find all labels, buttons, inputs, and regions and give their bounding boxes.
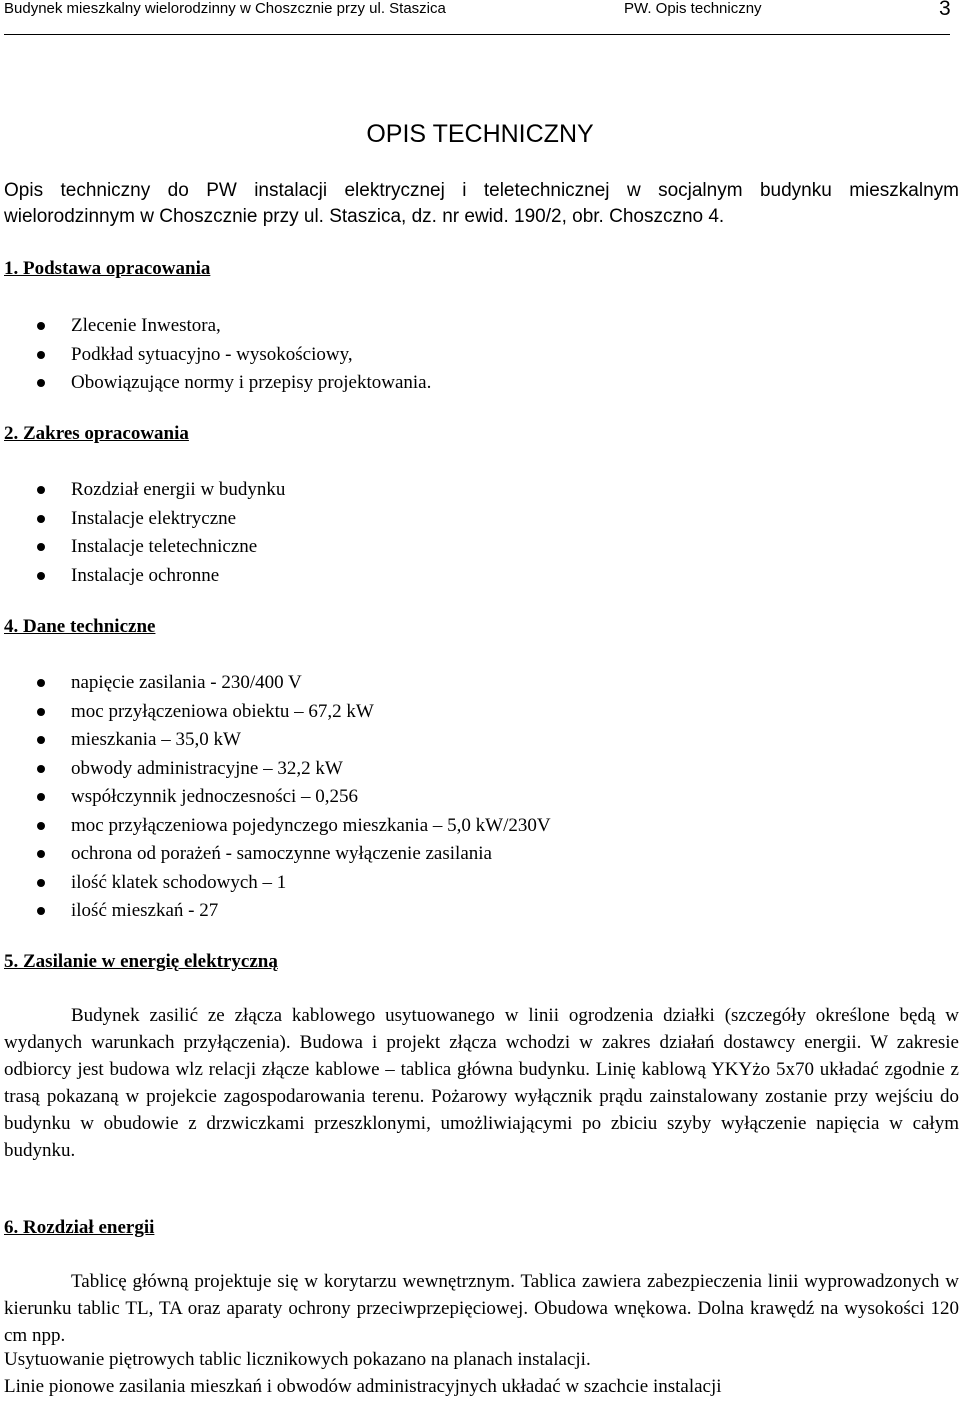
list-item: współczynnik jednoczesności – 0,256 [0,783,551,812]
list-item: Obowiązujące normy i przepisy projektowania. [0,369,431,398]
bullet-icon [37,543,45,551]
bullet-icon [37,736,45,744]
bullet-icon [37,765,45,773]
bullet-icon [37,679,45,687]
list-item: ilość klatek schodowych – 1 [0,869,551,898]
bullet-icon [37,322,45,330]
list-item: Zlecenie Inwestora, [0,312,431,341]
section-2-list [0,476,285,590]
section-heading-4: 4. Dane techniczne [4,616,156,637]
section-6-line: Usytuowanie piętrowych tablic licznikowych pokazano na planach instalacji. [4,1349,591,1370]
bullet-icon [37,486,45,494]
bullet-icon [37,793,45,801]
document-title: OPIS TECHNICZNY [366,120,594,148]
section-6-line: Linie pionowe zasilania mieszkań i obwodów administracyjnych układać w szachcie instalacji [4,1376,722,1397]
list-item: obwody administracyjne – 32,2 kW [0,755,551,784]
list-item: Rozdział energii w budynku [0,476,285,505]
list-item: Instalacje ochronne [0,562,285,591]
section-heading-1: 1. Podstawa opracowania [4,258,211,279]
section-1-list [0,312,431,398]
section-heading-2: 2. Zakres opracowania [4,423,189,444]
section-heading-6: 6. Rozdział energii [4,1217,155,1238]
page-number: 3 [939,0,951,20]
list-item: ilość mieszkań - 27 [0,897,551,926]
document-subtitle: Opis techniczny do PW instalacji elektrycznej i teletechnicznej w socjalnym budynku mieszkalnym wielorodzinnym w Choszcznie przy ul. Staszica, dz. nr ewid. 190/2, obr. Choszczno 4. [4,180,959,227]
list-item: Podkład sytuacyjno - wysokościowy, [0,341,431,370]
bullet-icon [37,708,45,716]
section-4-list [0,669,551,926]
page-header [4,0,950,35]
list-item: Instalacje teletechniczne [0,533,285,562]
list-item: moc przyłączeniowa pojedynczego mieszkania – 5,0 kW/230V [0,812,551,841]
list-item: moc przyłączeniowa obiektu – 67,2 kW [0,698,551,727]
bullet-icon [37,822,45,830]
header-document-title: Budynek mieszkalny wielorodzinny w Choszcznie przy ul. Staszica [4,0,446,17]
list-item: napięcie zasilania - 230/400 V [0,669,551,698]
bullet-icon [37,907,45,915]
bullet-icon [37,515,45,523]
bullet-icon [37,879,45,887]
header-section-title: PW. Opis techniczny [624,0,762,17]
section-heading-5: 5. Zasilanie w energię elektryczną [4,951,278,972]
list-item: Instalacje elektryczne [0,505,285,534]
list-item: ochrona od porażeń - samoczynne wyłączenie zasilania [0,840,551,869]
bullet-icon [37,351,45,359]
section-5-paragraph: Budynek zasilić ze złącza kablowego usytuowanego w linii ogrodzenia działki (szczegóły określone będą w wydanych warunkach przyłączenia). Budowa i projekt złącza wchodzi w zakres działań dostawcy energii. W zakresie odbiorcy jest budowa wlz relacji złącze kablowe – tablica główna budynku. Linię kablową YKYżo 5x70 układać zgodnie z trasą pokazaną w projekcie zagospodarowania terenu. Pożarowy wyłącznik prądu zainstalowany zostanie przy wejściu do budynku w obudowie z drzwiczkami przeszklonymi, umożliwiającymi po zbiciu szyby wyłączenie napięcia w całym budynku. [4,1005,959,1161]
bullet-icon [37,572,45,580]
bullet-icon [37,379,45,387]
section-6-paragraph: Tablicę główną projektuje się w korytarzu wewnętrznym. Tablica zawiera zabezpieczenia linii wyprowadzonych w kierunku tablic TL, TA oraz aparaty ochrony przeciwprzepięciowej. Obudowa wnękowa. Dolna krawędź na wysokości 120 cm npp. [4,1271,959,1346]
bullet-icon [37,850,45,858]
list-item: mieszkania – 35,0 kW [0,726,551,755]
